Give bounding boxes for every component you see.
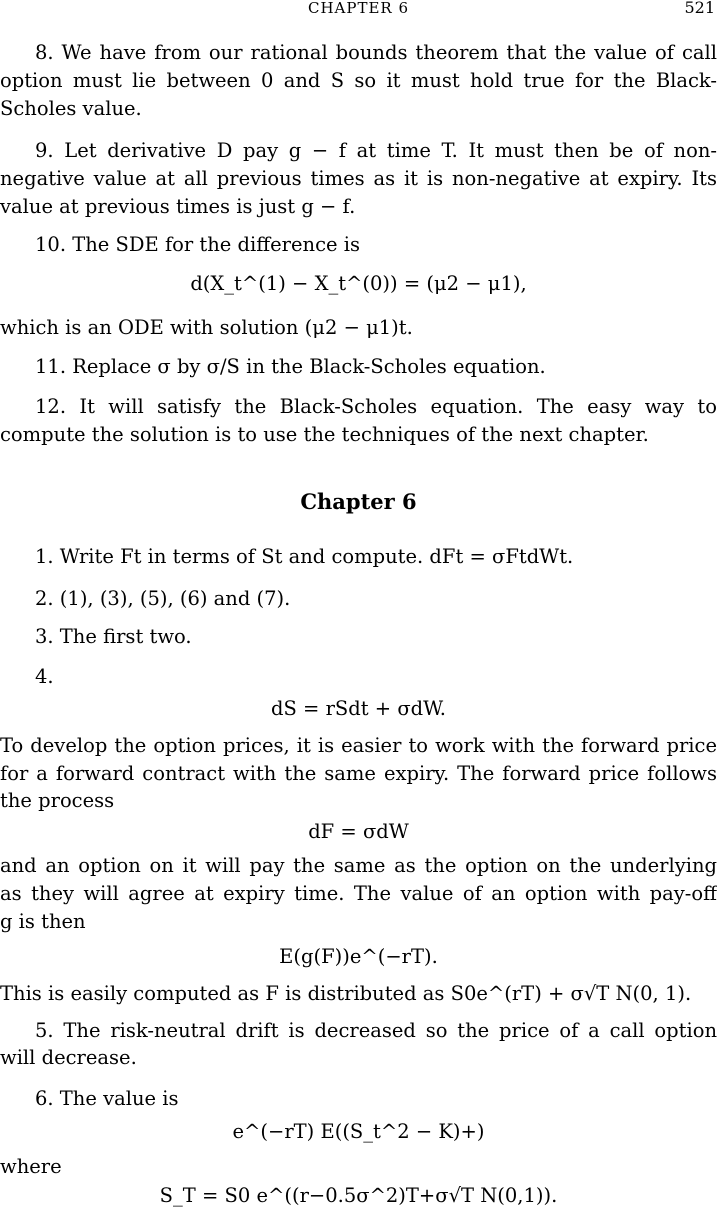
paragraph-12-line-2: compute the solution is to use the techniques of the next chapter.	[0, 423, 649, 446]
paragraph-12-line-1: 12. It will satisfy the Black-Scholes equation. The easy way to	[35, 395, 717, 418]
equation-sde-difference: d(X_t^(1) − X_t^(0)) = (μ2 − μ1),	[190, 272, 527, 295]
paragraph-8-line-3: Scholes value.	[0, 97, 142, 120]
page-number: 521	[684, 0, 715, 17]
answer-4-line-3: the process	[0, 789, 115, 812]
answer-4-line-6: g is then	[0, 910, 86, 933]
answer-1: 1. Write Ft in terms of St and compute. dFt = σFtdWt.	[35, 545, 574, 568]
answer-6-line-2: where	[0, 1155, 62, 1178]
answer-3: 3. The first two.	[35, 625, 192, 648]
equation-st: S_T = S0 e^((r−0.5σ^2)T+σ√T N(0,1)).	[159, 1184, 558, 1207]
answer-4-line-2: for a forward contract with the same expiry. The forward price follows	[0, 762, 717, 785]
paragraph-11-line-1: 11. Replace σ by σ/S in the Black-Scholes equation.	[35, 355, 546, 378]
paragraph-9-line-1: 9. Let derivative D pay g − f at time T. It must then be of non-	[35, 139, 717, 162]
equation-df: dF = σdW	[308, 820, 409, 843]
paragraph-9-line-3: value at previous times is just g − f.	[0, 195, 356, 218]
paragraph-8-line-2: option must lie between 0 and S so it must hold true for the Black-	[0, 69, 717, 92]
answer-4-line-5: as they will agree at expiry time. The value of an option with pay-off	[0, 882, 717, 905]
section-heading: Chapter 6	[300, 489, 417, 514]
answer-4-number: 4.	[35, 665, 54, 688]
answer-5-line-2: will decrease.	[0, 1046, 137, 1069]
answer-5-line-1: 5. The risk-neutral drift is decreased so the price of a call option	[35, 1019, 717, 1042]
equation-value: e^(−rT) E((S_t^2 − K)+)	[232, 1120, 485, 1143]
equation-ds: dS = rSdt + σdW.	[271, 697, 446, 720]
equation-expectation: E(g(F))e^(−rT).	[279, 945, 438, 968]
running-header-chapter: CHAPTER 6	[307, 0, 410, 17]
answer-6-line-1: 6. The value is	[35, 1087, 179, 1110]
answer-2: 2. (1), (3), (5), (6) and (7).	[35, 587, 291, 610]
paragraph-10-line-2: which is an ODE with solution (μ2 − μ1)t.	[0, 316, 413, 339]
answer-4-line-1: To develop the option prices, it is easier to work with the forward price	[0, 734, 717, 757]
answer-4-line-7: This is easily computed as F is distributed as S0e^(rT) + σ√T N(0, 1).	[0, 982, 692, 1005]
paragraph-8-line-1: 8. We have from our rational bounds theorem that the value of call	[35, 41, 717, 64]
paragraph-10-line-1: 10. The SDE for the difference is	[35, 233, 360, 256]
paragraph-9-line-2: negative value at all previous times as it is non-negative at expiry. Its	[0, 167, 717, 190]
answer-4-line-4: and an option on it will pay the same as the option on the underlying	[0, 854, 717, 877]
